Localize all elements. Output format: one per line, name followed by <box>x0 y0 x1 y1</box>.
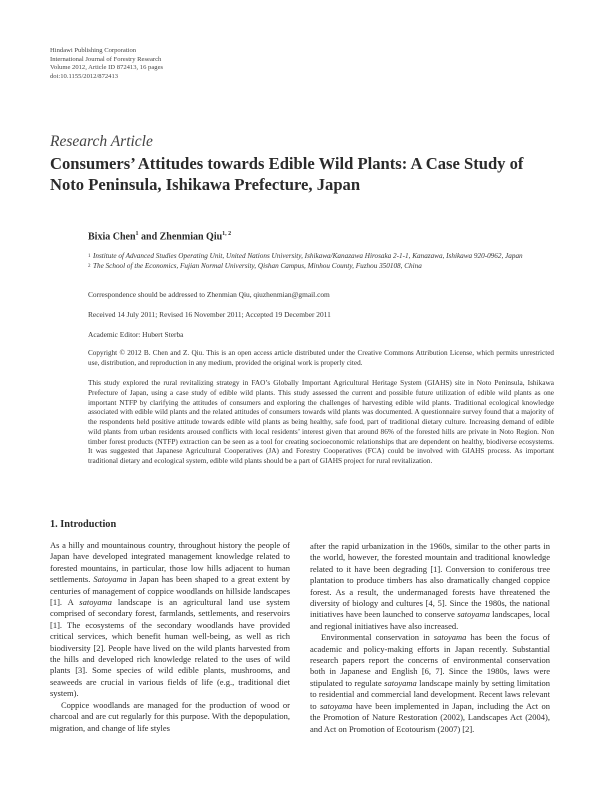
affiliation-number: 1 <box>88 254 91 259</box>
correspondence-note: Correspondence should be addressed to Zhenmian Qiu, qiuzhenmian@gmail.com <box>88 290 330 299</box>
article-type: Research Article <box>50 133 153 150</box>
author-name: Bixia Chen <box>88 231 136 243</box>
affiliation-text: The School of the Economics, Fujian Normal University, Qishan Campus, Minhou County, Fuzhou 350108, China <box>93 261 422 270</box>
academic-editor: Academic Editor: Hubert Sterba <box>88 330 184 339</box>
author-list <box>88 231 554 242</box>
abstract: This study explored the rural revitalizing strategy in FAO’s Globally Important Agricultural Heritage System (GIAHS) site in Noto Peninsula, Ishikawa Prefecture of Japan, using a case study of edible wild plants. This study assessed the current and possible future utilization of edible wild plants as one important NTFP by clarifying the attitudes of consumers and exploring the challenges of harvesting edible wild plants. Traditional ecological knowledge associated with edible wild plants and the related attitudes of consumers towards wild plants was documented. A questionnaire survey found that a majority of the respondents held positive attitude towards edible wild plants as being healthy, safe food, part of traditional dietary culture. Increasing demand of edible wild plants from urban residents aroused conflicts with local residents’ interest given that around 86% of the forested hills are private in Noto Region. Non timber forest products (NTFP) extraction can be seen as a tool for creating socioeconomic relationships that are dependent on healthy, biodiverse ecosystems. It was suggested that Japanese Agricultural Cooperatives (JA) and Forestry Cooperatives (FCA) could be involved with GIAHS process. As important traditional dietary and ecological system, edible wild plants should be a part of GIAHS project for rural revitalization. <box>88 378 554 465</box>
copyright-notice: Copyright © 2012 B. Chen and Z. Qiu. This is an open access article distributed under the Creative Commons Attribution License, which permits unrestricted use, distribution, and reproduction in any medium, provided the original work is properly cited. <box>88 349 554 367</box>
body-paragraph: Coppice woodlands are managed for the production of wood or charcoal and are cut regularly for this purpose. With the depopulation, migration, and change of life styles <box>50 699 290 733</box>
author-affiliation-mark: 1 <box>135 231 139 237</box>
doi-line[interactable]: doi:10.1155/2012/872413 <box>50 72 119 80</box>
received-dates: Received 14 July 2011; Revised 16 November 2011; Accepted 19 December 2011 <box>88 310 331 319</box>
affiliation-number: 2 <box>88 263 91 269</box>
right-column <box>310 541 550 735</box>
journal-line: International Journal of Forestry Research <box>50 55 162 63</box>
publisher-line: Hindawi Publishing Corporation <box>50 47 137 54</box>
author-affiliation-mark: 1, 2 <box>222 231 232 237</box>
paper-title: Consumers’ Attitudes towards Edible Wild Plants: A Case Study of Noto Peninsula, Ishikawa Prefecture, Japan <box>50 154 524 194</box>
volume-line: Volume 2012, Article ID 872413, 16 pages <box>50 64 164 72</box>
affiliations <box>88 252 554 272</box>
body-paragraph: after the rapid urbanization in the 1960s, similar to the other parts in the world, however, the forested mountain and traditional knowledge related to it have been degrading [1]. Conversion to coniferous tree plantation to produce timbers has also dramatically changed coppice forest. As a result, the undermanaged forests have threatened the diversity of biology and cultures [4, 5]. Since the 1980s, the national initiatives have been launched to conserve satoyama landscapes, local and regional initiatives have also increased. <box>310 541 550 631</box>
section-heading: 1. Introduction <box>50 519 117 530</box>
body-paragraph: As a hilly and mountainous country, throughout history the people of Japan have developed integrated management knowledge related to forested mountains, in particular, those low hills adjacent to human settlements. Satoyama in Japan has been shaped to a great extent by centuries of management of coppice woodlands on hillside landscapes [1]. A satoyama landscape is an agricultural land use system comprised of secondary forest, farmlands, settlements, and reservoirs [1]. The ecosystems of the secondary woodlands have provided critical services, which benefit human well-being, as well as rich biodiversity [2]. People have lived on the wild plants harvested from the hills and developed rich knowledge related to the uses of wild plants [3]. Some species of wild edible plants, mushrooms, and seaweeds are crucial in various fields of life (e.g., traditional diet system). <box>50 540 290 699</box>
affiliation-item <box>88 262 554 272</box>
left-column <box>50 519 290 734</box>
affiliation-item <box>88 252 554 262</box>
journal-header <box>50 47 163 81</box>
body-paragraph: Environmental conservation in satoyama has been the focus of academic and policy-making efforts in Japan recently. Substantial research papers report the concerns of environmental conservation both in Japanese and English [6, 7]. Since the 1980s, laws were stipulated to regulate satoyama landscape mainly by setting limitation to residential and commercial land development. Recent laws relevant to satoyama have been implemented in Japan, including the Act on the Promotion of Nature Restoration (2002), Landscapes Act (2004), and Act on Promotion of Ecotourism (2007) [2]. <box>310 632 550 734</box>
author-name: Zhenmian Qiu <box>159 231 223 243</box>
affiliation-text: Institute of Advanced Studies Operating Unit, United Nations University, Ishikawa/Kanazawa Hirosaka 2-1-1, Kanazawa, Ishikawa 920-0962, Japan <box>93 252 523 260</box>
author-joiner: and <box>141 231 158 243</box>
